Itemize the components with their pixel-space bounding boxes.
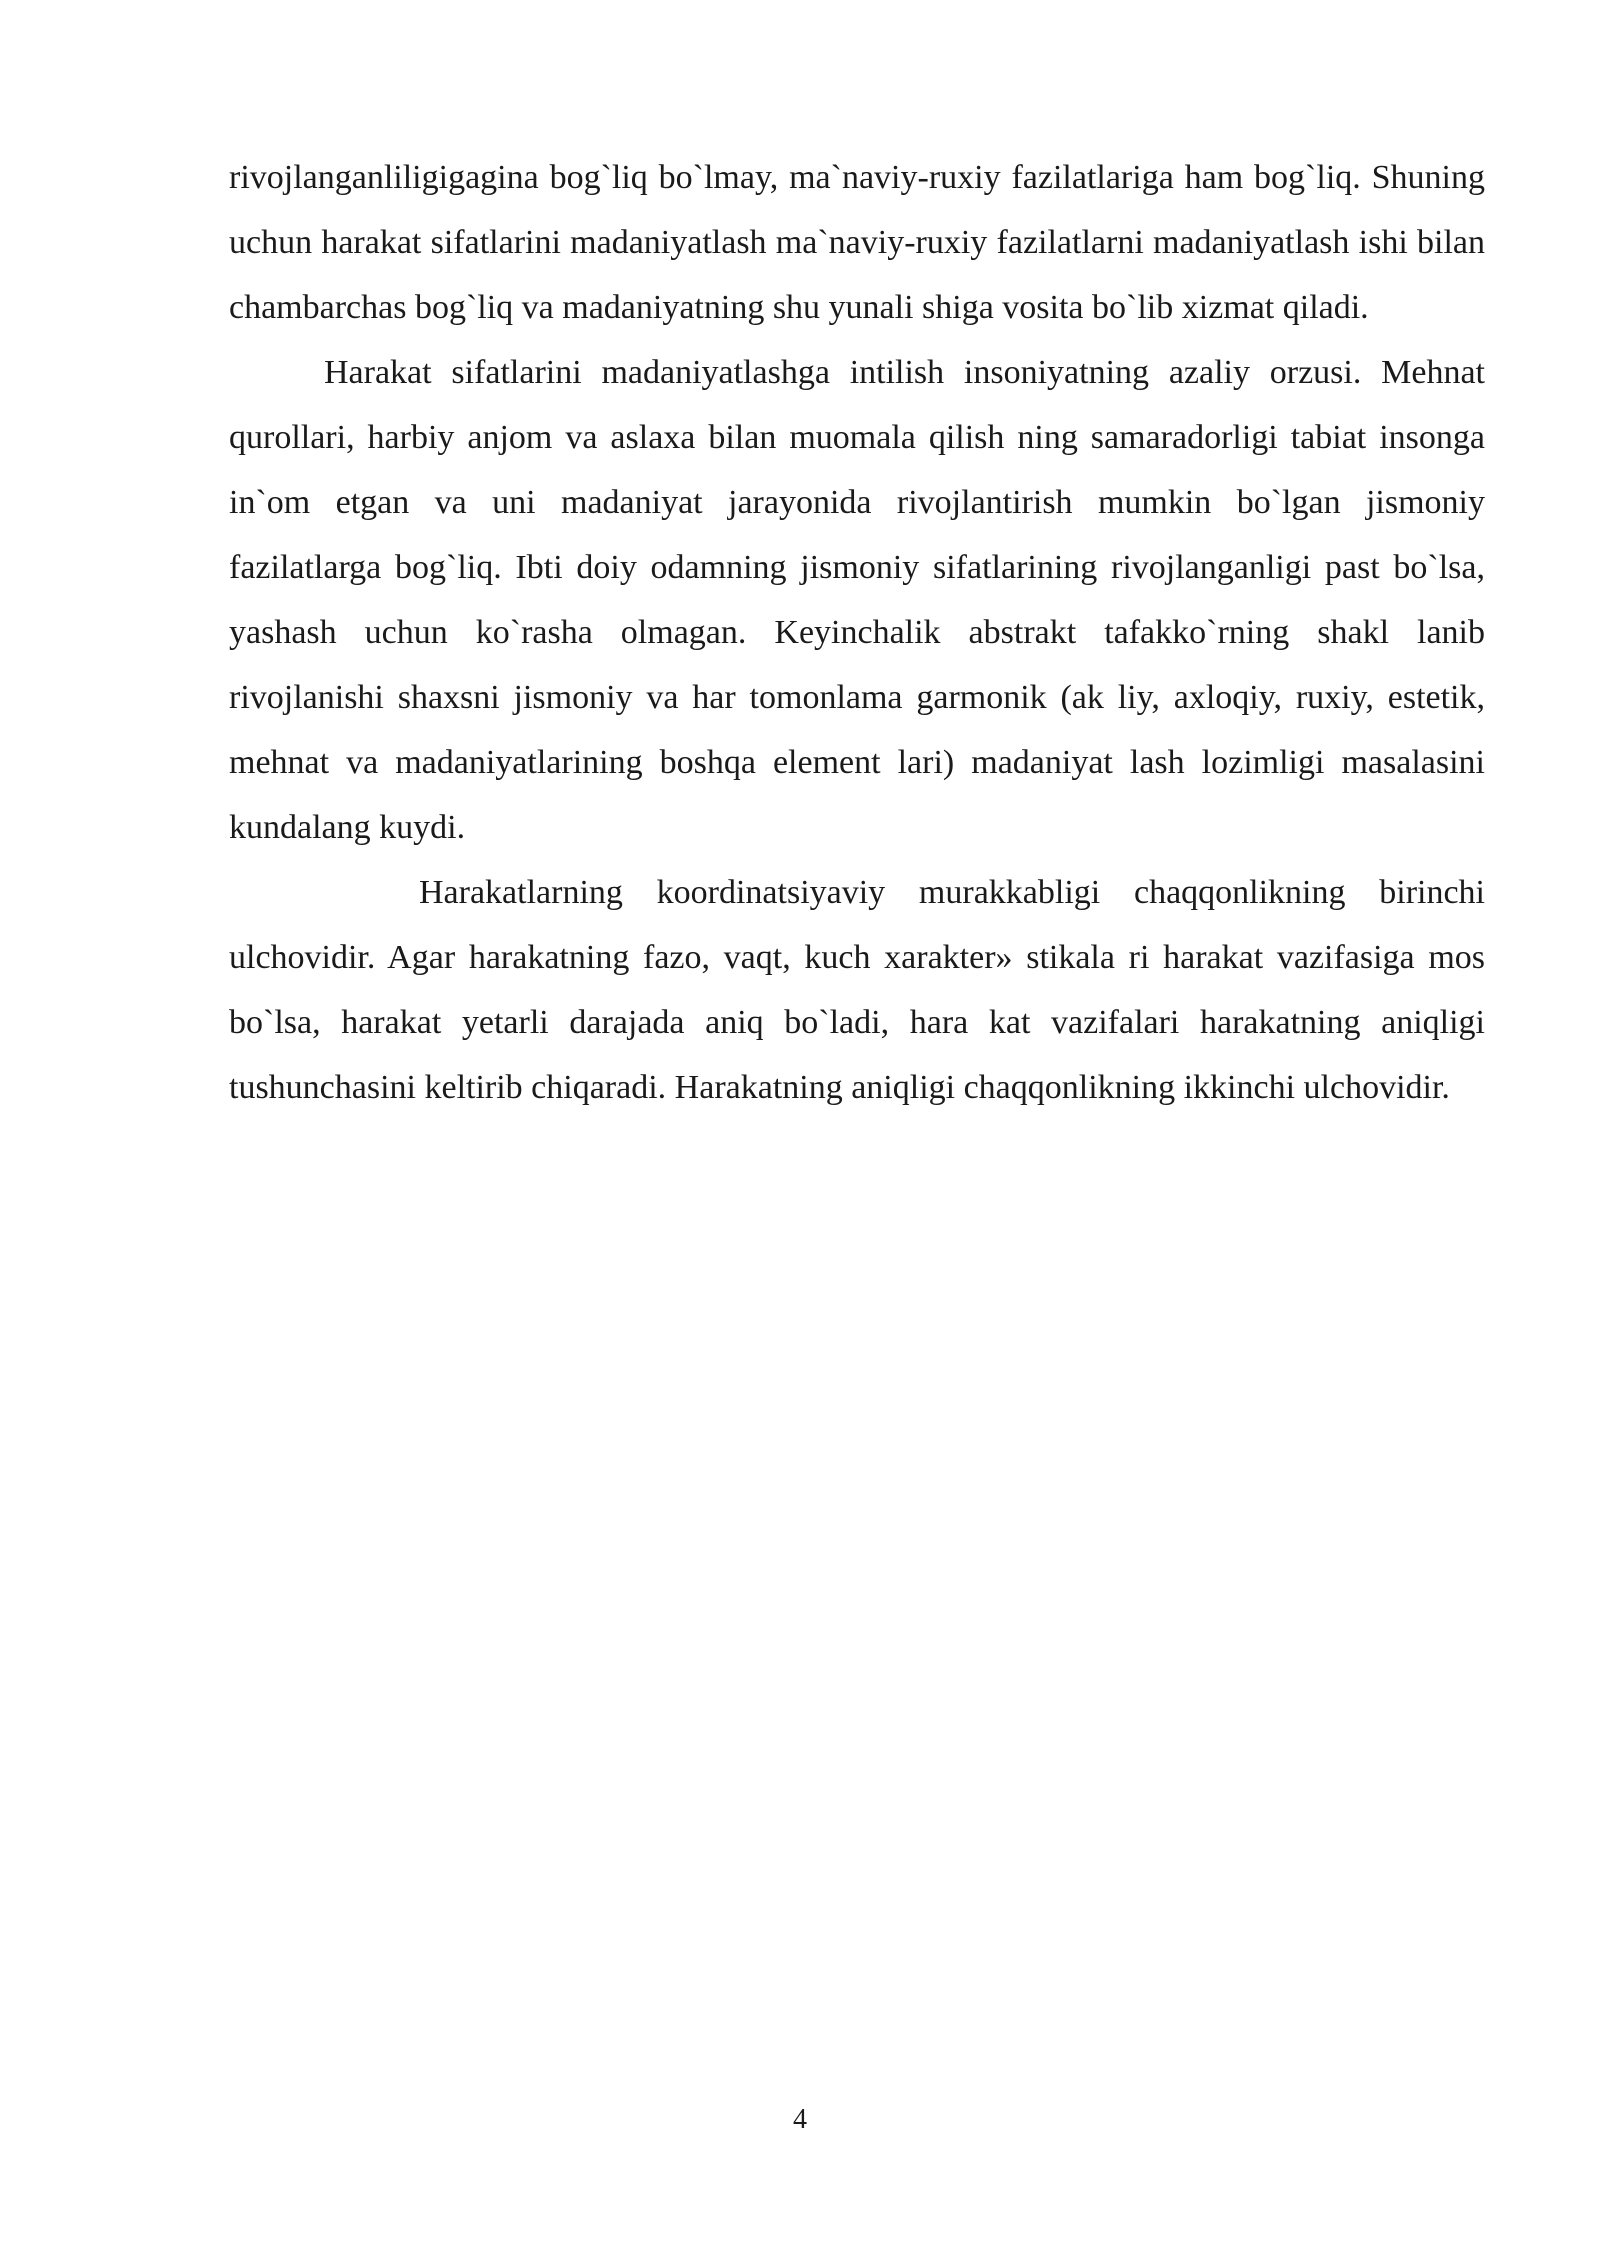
paragraph-1: rivojlanganliligigagina bog`liq bo`lmay, ma`naviy-ruxiy fazilatlariga ham bog`liq. Shuning uchun harakat sifatlarini madaniyatlash ma`naviy-ruxiy fazilatlarni madaniyatlash ishi bilan chambarchas bog`liq va madaniyatning shu yunali shiga vosita bo`lib xizmat qiladi.: [229, 159, 1485, 326]
paragraph-2: Harakat sifatlarini madaniyatlashga intilish insoniyatning azaliy orzusi. Mehnat qurollari, harbiy anjom va aslaxa bilan muomala qilish ning samaradorligi tabiat insonga in`om etgan va uni madaniyat jarayonida rivojlantirish mumkin bo`lgan jismoniy fazilatlarga bog`liq. Ibti doiy odamning jismoniy sifatlarining rivojlanganligi past bo`lsa, yashash uchun ko`rasha olmagan. Keyinchalik abstrakt tafakko`rning shakl lanib rivojlanishi shaxsni jismoniy va har tomonlama garmonik (ak liy, axloqiy, ruxiy, estetik, mehnat va madaniyatlarining boshqa element lari) madaniyat lash lozimligi masalasini kundalang kuydi.: [229, 354, 1485, 846]
body-text: [229, 145, 1485, 1120]
paragraph-3: Harakatlarning koordinatsiyaviy murakkabligi chaqqonlikning birinchi ulchovidir. Agar harakatning fazo, vaqt, kuch xarakter» stikala ri harakat vazifasiga mos bo`lsa, harakat yetarli darajada aniq bo`ladi, hara kat vazifalari harakatning aniqligi tushunchasini keltirib chiqaradi. Harakatning aniqligi chaqqonlikning ikkinchi ulchovidir.: [229, 874, 1485, 1106]
page-number: 4: [793, 2104, 807, 2135]
